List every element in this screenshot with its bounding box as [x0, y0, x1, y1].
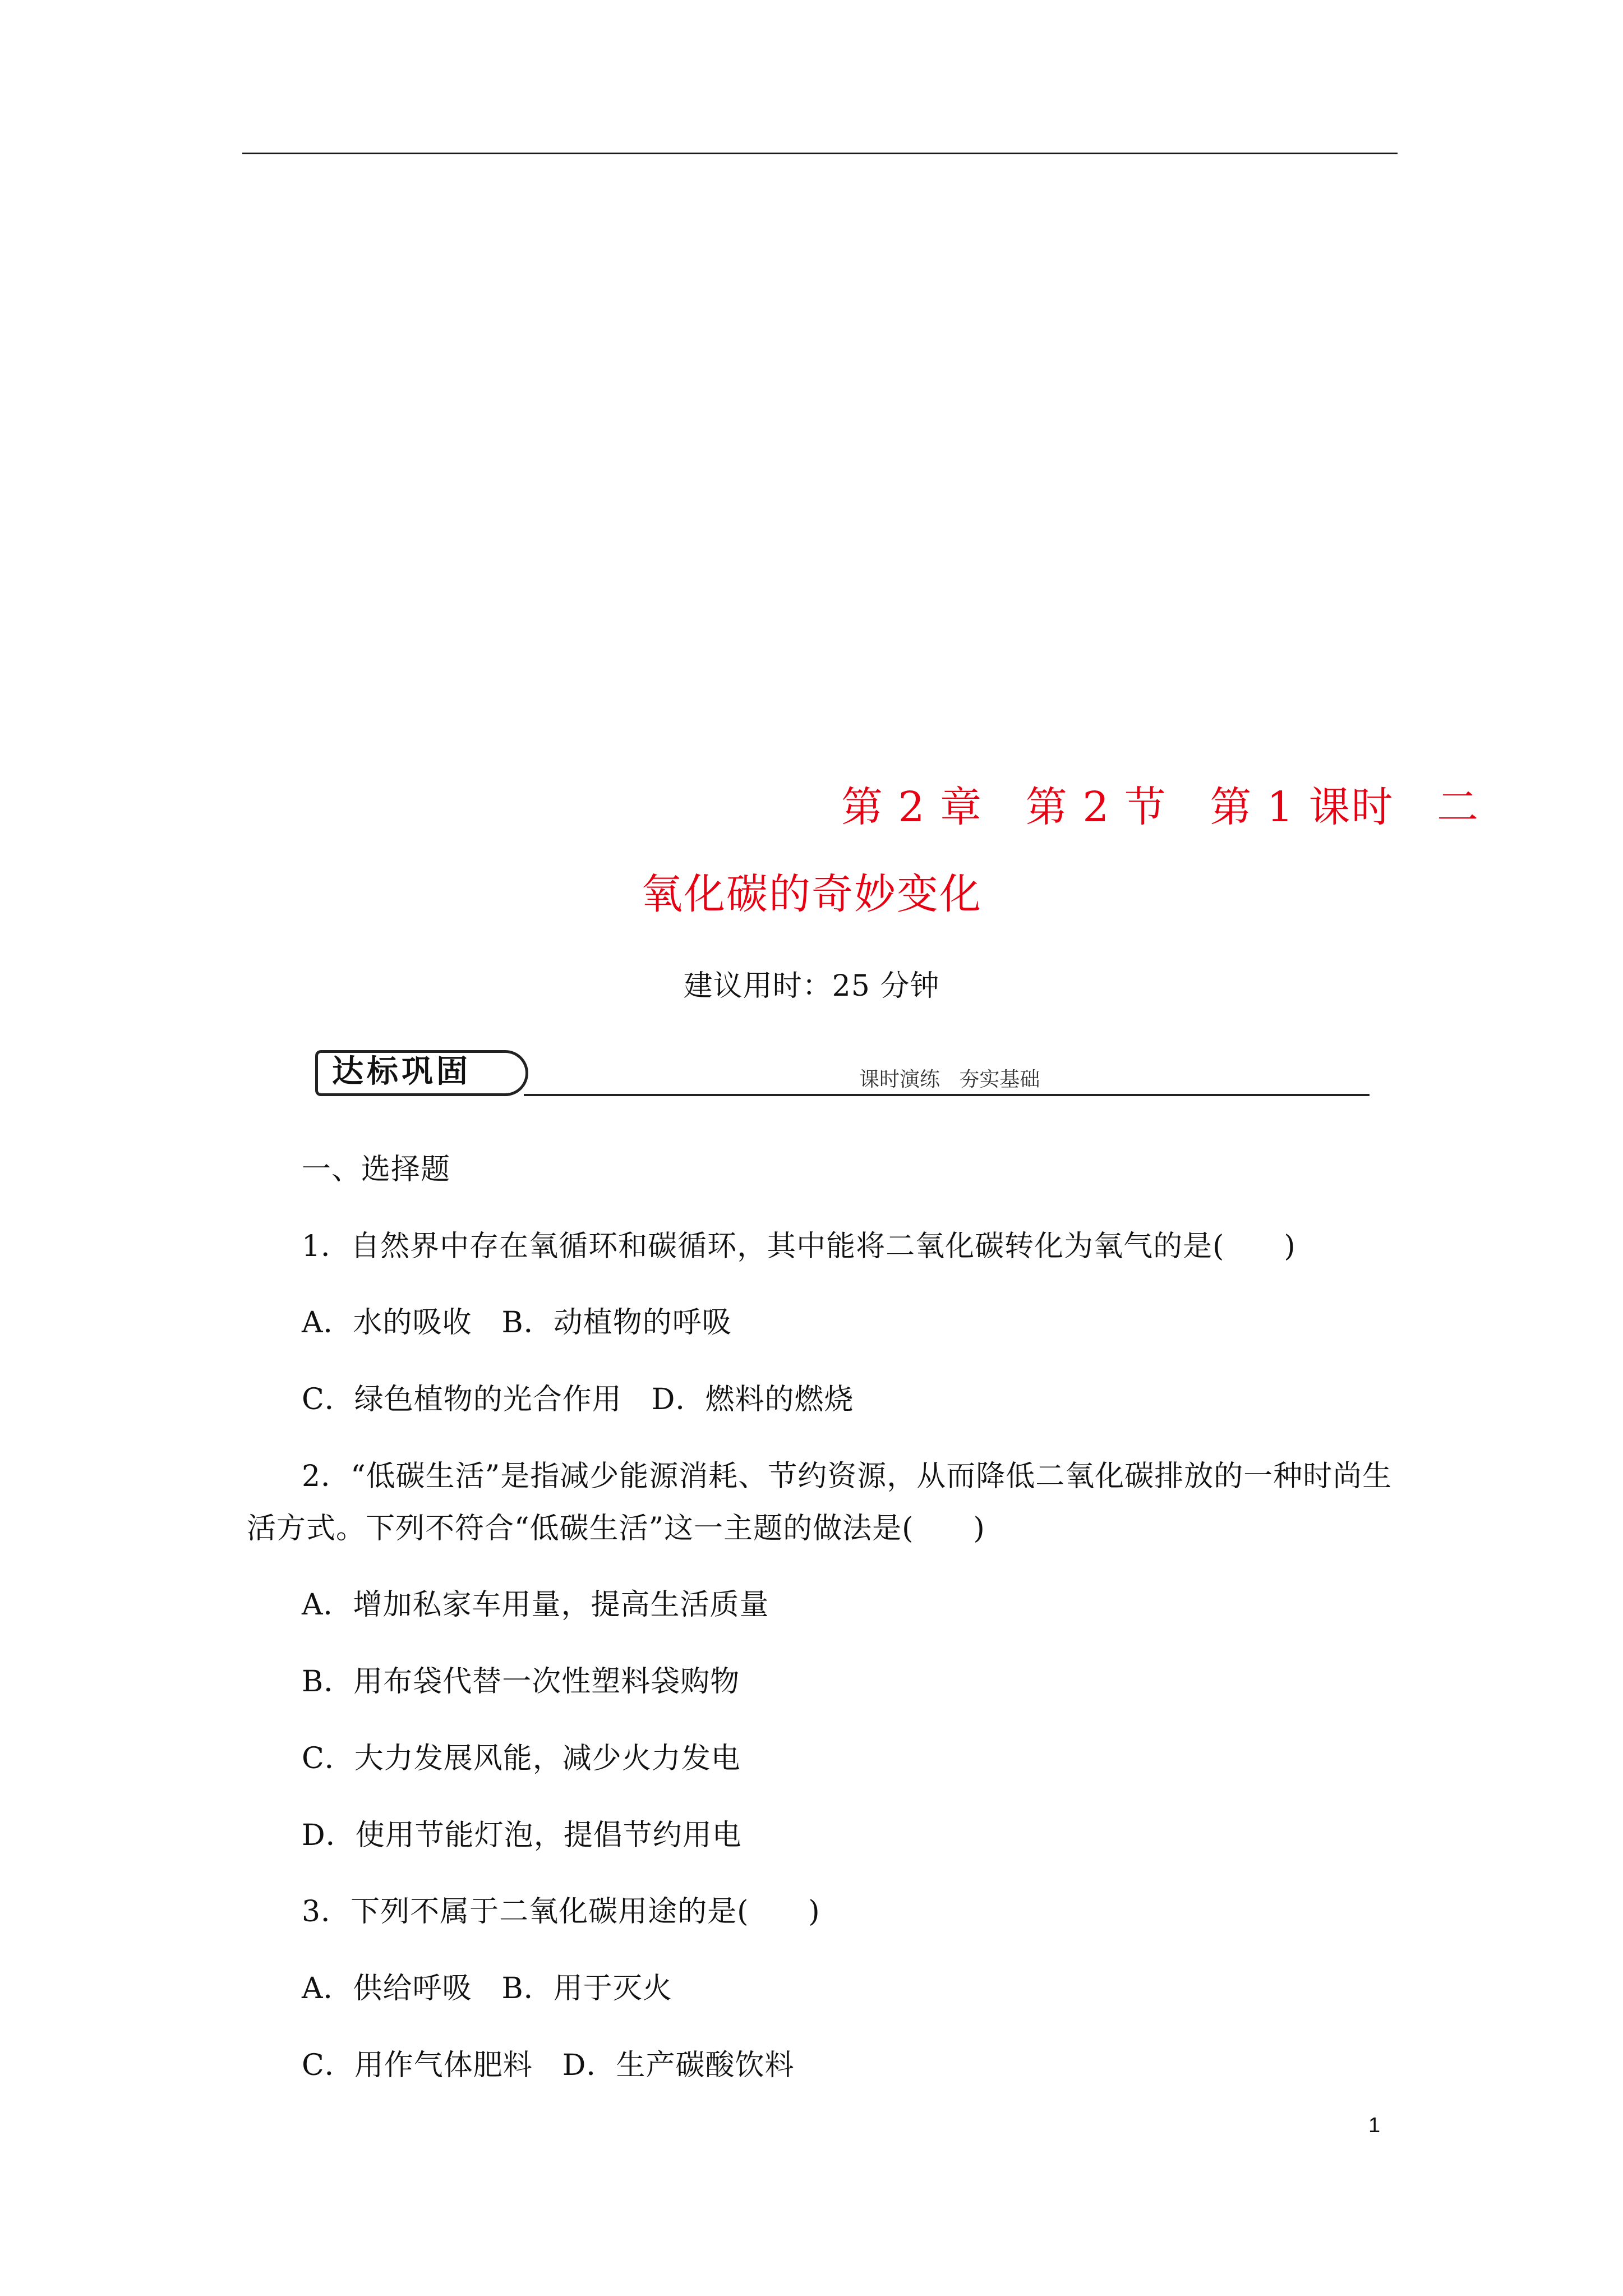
- page-number: 1: [1368, 2114, 1381, 2137]
- lesson-title-line1: 第 2 章 第 2 节 第 1 课时 二: [841, 783, 1480, 831]
- banner-underline: [524, 1094, 1370, 1096]
- lesson-title-line2: 氧化碳的奇妙变化: [641, 870, 982, 918]
- banner-label: 达标巩固: [332, 1053, 471, 1090]
- question-2-option-c: C．大力发展风能，减少火力发电: [302, 1742, 741, 1775]
- question-2-stem-line2: 活方式。下列不符合“低碳生活”这一主题的做法是( ): [247, 1512, 985, 1545]
- question-2-stem-line1: 2．“低碳生活”是指减少能源消耗、节约资源，从而降低二氧化碳排放的一种时尚生: [302, 1460, 1393, 1493]
- question-3-options-row2: C．用作气体肥料 D．生产碳酸饮料: [302, 2049, 795, 2082]
- section-banner: [315, 1050, 1055, 1112]
- question-1-stem: 1．自然界中存在氧循环和碳循环，其中能将二氧化碳转化为氧气的是( ): [302, 1230, 1296, 1263]
- banner-tab-curve: [483, 1050, 528, 1096]
- question-2-option-a: A．增加私家车用量，提高生活质量: [302, 1588, 769, 1622]
- question-3-stem: 3．下列不属于二氧化碳用途的是( ): [302, 1895, 820, 1929]
- question-3-options-row1: A．供给呼吸 B．用于灭火: [302, 1972, 672, 2005]
- question-1-options-row1: A．水的吸收 B．动植物的呼吸: [302, 1306, 732, 1340]
- question-2-option-b: B．用布袋代替一次性塑料袋购物: [302, 1665, 740, 1699]
- banner-right-text: 课时演练 夯实基础: [859, 1068, 1040, 1091]
- suggested-time: 建议用时：25 分钟: [683, 969, 940, 1003]
- header-rule: [242, 153, 1398, 154]
- question-1-options-row2: C．绿色植物的光合作用 D．燃料的燃烧: [302, 1383, 854, 1416]
- question-2-option-d: D．使用节能灯泡，提倡节约用电: [302, 1819, 742, 1852]
- section-heading: 一、选择题: [302, 1153, 451, 1186]
